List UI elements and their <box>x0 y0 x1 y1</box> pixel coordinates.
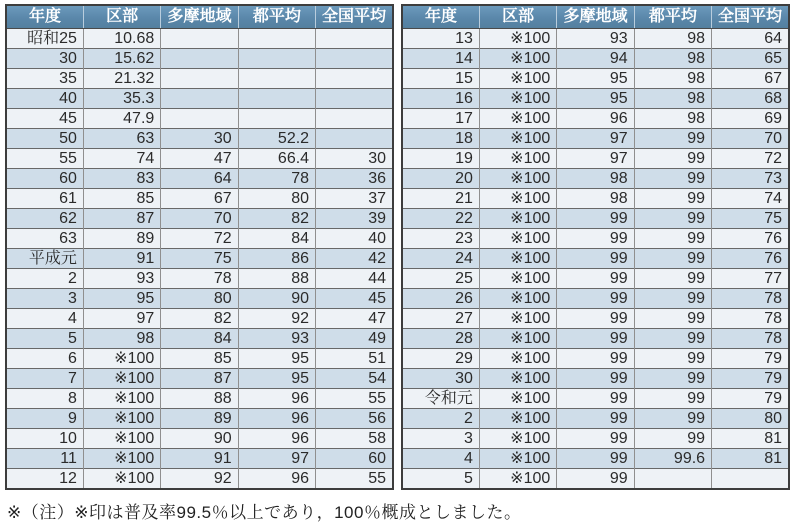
year-cell: 55 <box>6 149 83 169</box>
year-cell: 10 <box>6 429 83 449</box>
value-cell: 96 <box>557 109 634 129</box>
table-row <box>6 269 393 289</box>
value-cell: 96 <box>238 429 315 449</box>
year-cell: 令和元 <box>402 389 479 409</box>
value-cell: 81 <box>712 449 789 469</box>
value-cell: 76 <box>712 229 789 249</box>
value-cell: 51 <box>316 349 393 369</box>
table-row <box>6 449 393 469</box>
value-cell: 99 <box>634 289 711 309</box>
value-cell: 64 <box>161 169 238 189</box>
value-cell: 99 <box>634 249 711 269</box>
value-cell: 65 <box>712 49 789 69</box>
value-cell: ※100 <box>479 309 556 329</box>
table-row <box>402 329 789 349</box>
value-cell: 42 <box>316 249 393 269</box>
year-cell: 30 <box>402 369 479 389</box>
value-cell: ※100 <box>479 369 556 389</box>
value-cell: ※100 <box>479 269 556 289</box>
value-cell: 79 <box>712 369 789 389</box>
value-cell: 99 <box>557 449 634 469</box>
value-cell: 82 <box>161 309 238 329</box>
table-row <box>402 109 789 129</box>
value-cell: 99 <box>557 329 634 349</box>
value-cell: ※100 <box>479 229 556 249</box>
value-cell: 75 <box>161 249 238 269</box>
year-cell: 3 <box>402 429 479 449</box>
year-cell: 35 <box>6 69 83 89</box>
table-row <box>6 409 393 429</box>
year-cell: 26 <box>402 289 479 309</box>
value-cell: 99 <box>557 349 634 369</box>
table-row <box>402 169 789 189</box>
value-cell: 30 <box>316 149 393 169</box>
value-cell: 99 <box>634 209 711 229</box>
year-cell: 14 <box>402 49 479 69</box>
table-row <box>6 29 393 49</box>
value-cell: 82 <box>238 209 315 229</box>
value-cell: 60 <box>316 449 393 469</box>
value-cell: 99 <box>557 289 634 309</box>
value-cell: ※100 <box>479 49 556 69</box>
value-cell: 80 <box>238 189 315 209</box>
value-cell: 99 <box>557 269 634 289</box>
value-cell: 78 <box>161 269 238 289</box>
year-cell: 28 <box>402 329 479 349</box>
value-cell <box>238 89 315 109</box>
value-cell: 72 <box>161 229 238 249</box>
year-cell: 21 <box>402 189 479 209</box>
value-cell: 99 <box>634 169 711 189</box>
table-row <box>402 49 789 69</box>
value-cell: 92 <box>161 469 238 490</box>
table-row <box>6 149 393 169</box>
value-cell: ※100 <box>479 349 556 369</box>
year-cell: 5 <box>6 329 83 349</box>
value-cell: 99 <box>634 189 711 209</box>
year-cell: 18 <box>402 129 479 149</box>
value-cell: 95 <box>557 89 634 109</box>
value-cell: 73 <box>712 169 789 189</box>
value-cell <box>161 89 238 109</box>
value-cell: ※100 <box>479 89 556 109</box>
value-cell <box>316 49 393 69</box>
value-cell: ※100 <box>83 449 160 469</box>
header-row <box>6 5 393 29</box>
value-cell: 90 <box>161 429 238 449</box>
value-cell: 89 <box>161 409 238 429</box>
value-cell: 99 <box>557 249 634 269</box>
table-row <box>6 389 393 409</box>
table-row <box>402 129 789 149</box>
value-cell: 81 <box>712 429 789 449</box>
value-cell <box>316 129 393 149</box>
table-row <box>6 469 393 490</box>
value-cell: 10.68 <box>83 29 160 49</box>
value-cell: 47.9 <box>83 109 160 129</box>
value-cell <box>316 29 393 49</box>
year-cell: 22 <box>402 209 479 229</box>
year-cell: 17 <box>402 109 479 129</box>
table-row <box>6 349 393 369</box>
value-cell: 83 <box>83 169 160 189</box>
value-cell: ※100 <box>83 469 160 490</box>
value-cell: 94 <box>557 49 634 69</box>
value-cell: ※100 <box>83 429 160 449</box>
value-cell <box>712 469 789 490</box>
value-cell: 63 <box>83 129 160 149</box>
year-cell: 8 <box>6 389 83 409</box>
table-row <box>6 249 393 269</box>
value-cell: ※100 <box>479 209 556 229</box>
value-cell: 86 <box>238 249 315 269</box>
value-cell: 54 <box>316 369 393 389</box>
table-row <box>402 69 789 89</box>
value-cell: 88 <box>161 389 238 409</box>
value-cell: 99 <box>634 349 711 369</box>
value-cell: ※100 <box>479 469 556 490</box>
value-cell: 66.4 <box>238 149 315 169</box>
value-cell: 98 <box>634 49 711 69</box>
value-cell: 99 <box>557 429 634 449</box>
value-cell: 70 <box>712 129 789 149</box>
year-cell: 30 <box>6 49 83 69</box>
value-cell: 95 <box>238 369 315 389</box>
value-cell: 72 <box>712 149 789 169</box>
value-cell: 99 <box>634 269 711 289</box>
value-cell: 35.3 <box>83 89 160 109</box>
value-cell: 52.2 <box>238 129 315 149</box>
table-row <box>402 209 789 229</box>
value-cell: 78 <box>712 329 789 349</box>
year-cell: 2 <box>6 269 83 289</box>
year-cell: 7 <box>6 369 83 389</box>
value-cell: 99.6 <box>634 449 711 469</box>
year-cell: 3 <box>6 289 83 309</box>
header-row <box>402 5 789 29</box>
value-cell: 90 <box>238 289 315 309</box>
year-cell: 62 <box>6 209 83 229</box>
value-cell: 37 <box>316 189 393 209</box>
value-cell: ※100 <box>479 29 556 49</box>
table-row <box>6 369 393 389</box>
table-row <box>6 169 393 189</box>
value-cell: 70 <box>161 209 238 229</box>
table-row <box>402 189 789 209</box>
left-table-header <box>6 5 393 29</box>
value-cell <box>238 69 315 89</box>
value-cell: ※100 <box>479 109 556 129</box>
table-row <box>6 209 393 229</box>
value-cell: 97 <box>238 449 315 469</box>
year-cell: 4 <box>402 449 479 469</box>
value-cell: 84 <box>161 329 238 349</box>
year-cell: 9 <box>6 409 83 429</box>
value-cell: 78 <box>712 309 789 329</box>
footnote: ※（注）※印は普及率99.5％以上であり，100％概成としました。 <box>7 503 522 522</box>
value-cell: 78 <box>238 169 315 189</box>
value-cell: 74 <box>83 149 160 169</box>
year-cell: 12 <box>6 469 83 490</box>
column-header: 区部 <box>83 5 160 29</box>
year-cell: 27 <box>402 309 479 329</box>
value-cell: 21.32 <box>83 69 160 89</box>
column-header: 多摩地域 <box>161 5 238 29</box>
table-row <box>402 29 789 49</box>
value-cell: 45 <box>316 289 393 309</box>
year-cell: 61 <box>6 189 83 209</box>
value-cell: ※100 <box>479 409 556 429</box>
table-row <box>6 89 393 109</box>
value-cell: 88 <box>238 269 315 289</box>
table-row <box>6 109 393 129</box>
value-cell: 56 <box>316 409 393 429</box>
value-cell: ※100 <box>83 349 160 369</box>
table-row <box>6 329 393 349</box>
value-cell: 93 <box>557 29 634 49</box>
value-cell: ※100 <box>479 289 556 309</box>
table-row <box>6 49 393 69</box>
value-cell: 15.62 <box>83 49 160 69</box>
value-cell <box>161 109 238 129</box>
left-table <box>5 4 394 490</box>
table-row <box>402 149 789 169</box>
value-cell: 96 <box>238 389 315 409</box>
value-cell: 98 <box>634 109 711 129</box>
year-cell: 昭和25 <box>6 29 83 49</box>
value-cell: 84 <box>238 229 315 249</box>
year-cell: 60 <box>6 169 83 189</box>
value-cell: 95 <box>83 289 160 309</box>
value-cell: 98 <box>634 69 711 89</box>
value-cell: 76 <box>712 249 789 269</box>
value-cell: 75 <box>712 209 789 229</box>
value-cell: 85 <box>161 349 238 369</box>
year-cell: 19 <box>402 149 479 169</box>
year-cell: 4 <box>6 309 83 329</box>
value-cell: 69 <box>712 109 789 129</box>
value-cell <box>238 49 315 69</box>
table-row <box>6 429 393 449</box>
year-cell: 50 <box>6 129 83 149</box>
value-cell: 79 <box>712 349 789 369</box>
value-cell: ※100 <box>479 169 556 189</box>
table-row <box>6 129 393 149</box>
table-row <box>6 189 393 209</box>
column-header: 年度 <box>402 5 479 29</box>
value-cell: 99 <box>634 309 711 329</box>
table-row <box>402 269 789 289</box>
year-cell: 2 <box>402 409 479 429</box>
value-cell <box>238 29 315 49</box>
value-cell: 30 <box>161 129 238 149</box>
table-row <box>402 469 789 490</box>
value-cell: 55 <box>316 389 393 409</box>
value-cell: 91 <box>161 449 238 469</box>
table-row <box>402 369 789 389</box>
year-cell: 40 <box>6 89 83 109</box>
column-header: 全国平均 <box>712 5 789 29</box>
value-cell: 40 <box>316 229 393 249</box>
column-header: 年度 <box>6 5 83 29</box>
value-cell: 96 <box>238 409 315 429</box>
value-cell: 99 <box>634 129 711 149</box>
value-cell: 99 <box>634 329 711 349</box>
value-cell: 89 <box>83 229 160 249</box>
value-cell: 99 <box>557 469 634 490</box>
table-row <box>402 309 789 329</box>
column-header: 区部 <box>479 5 556 29</box>
value-cell: 99 <box>557 309 634 329</box>
value-cell <box>316 69 393 89</box>
value-cell: 80 <box>712 409 789 429</box>
value-cell: 98 <box>634 89 711 109</box>
table-row <box>402 249 789 269</box>
table-row <box>402 389 789 409</box>
value-cell: 74 <box>712 189 789 209</box>
value-cell: ※100 <box>83 389 160 409</box>
table-row <box>402 349 789 369</box>
value-cell: 67 <box>712 69 789 89</box>
year-cell: 5 <box>402 469 479 490</box>
value-cell: 98 <box>83 329 160 349</box>
value-cell: 55 <box>316 469 393 490</box>
value-cell <box>161 69 238 89</box>
year-cell: 63 <box>6 229 83 249</box>
column-header: 都平均 <box>238 5 315 29</box>
value-cell: ※100 <box>479 389 556 409</box>
value-cell: 64 <box>712 29 789 49</box>
value-cell <box>161 29 238 49</box>
year-cell: 45 <box>6 109 83 129</box>
value-cell: 99 <box>557 369 634 389</box>
value-cell: 98 <box>557 169 634 189</box>
column-header: 全国平均 <box>316 5 393 29</box>
value-cell: ※100 <box>479 429 556 449</box>
year-cell: 13 <box>402 29 479 49</box>
value-cell: ※100 <box>83 409 160 429</box>
value-cell: 95 <box>557 69 634 89</box>
year-cell: 15 <box>402 69 479 89</box>
value-cell: 99 <box>557 389 634 409</box>
value-cell: 87 <box>161 369 238 389</box>
value-cell: ※100 <box>479 249 556 269</box>
value-cell: 80 <box>161 289 238 309</box>
year-cell: 24 <box>402 249 479 269</box>
table-row <box>402 449 789 469</box>
left-table-body <box>6 29 393 490</box>
year-cell: 25 <box>402 269 479 289</box>
value-cell: 98 <box>634 29 711 49</box>
value-cell: ※100 <box>479 449 556 469</box>
value-cell: 98 <box>557 189 634 209</box>
value-cell: ※100 <box>83 369 160 389</box>
value-cell: 99 <box>634 409 711 429</box>
value-cell: 99 <box>557 209 634 229</box>
year-cell: 20 <box>402 169 479 189</box>
value-cell: 44 <box>316 269 393 289</box>
value-cell: 95 <box>238 349 315 369</box>
value-cell: 99 <box>634 149 711 169</box>
value-cell: 47 <box>161 149 238 169</box>
value-cell: 99 <box>634 429 711 449</box>
value-cell: 97 <box>557 129 634 149</box>
value-cell: 36 <box>316 169 393 189</box>
year-cell: 平成元 <box>6 249 83 269</box>
value-cell <box>634 469 711 490</box>
value-cell: ※100 <box>479 329 556 349</box>
table-row <box>402 409 789 429</box>
year-cell: 16 <box>402 89 479 109</box>
value-cell: 97 <box>83 309 160 329</box>
value-cell: 79 <box>712 389 789 409</box>
table-row <box>402 289 789 309</box>
tables-container <box>5 4 800 490</box>
value-cell: 39 <box>316 209 393 229</box>
table-row <box>6 229 393 249</box>
value-cell: 91 <box>83 249 160 269</box>
value-cell: 78 <box>712 289 789 309</box>
value-cell: ※100 <box>479 129 556 149</box>
right-table-body <box>402 29 789 490</box>
value-cell: 97 <box>557 149 634 169</box>
value-cell: 58 <box>316 429 393 449</box>
value-cell: 99 <box>634 229 711 249</box>
value-cell: 67 <box>161 189 238 209</box>
value-cell: 92 <box>238 309 315 329</box>
year-cell: 11 <box>6 449 83 469</box>
value-cell <box>316 89 393 109</box>
value-cell: 77 <box>712 269 789 289</box>
value-cell <box>238 109 315 129</box>
right-table <box>401 4 790 490</box>
right-table-header <box>402 5 789 29</box>
table-row <box>402 229 789 249</box>
table-row <box>6 289 393 309</box>
value-cell: ※100 <box>479 69 556 89</box>
table-row <box>402 89 789 109</box>
value-cell: 99 <box>557 229 634 249</box>
column-header: 多摩地域 <box>557 5 634 29</box>
value-cell: 68 <box>712 89 789 109</box>
table-row <box>402 429 789 449</box>
value-cell: ※100 <box>479 149 556 169</box>
column-header: 都平均 <box>634 5 711 29</box>
value-cell: 99 <box>557 409 634 429</box>
year-cell: 6 <box>6 349 83 369</box>
table-row <box>6 309 393 329</box>
table-row <box>6 69 393 89</box>
value-cell <box>316 109 393 129</box>
value-cell: 85 <box>83 189 160 209</box>
value-cell: 96 <box>238 469 315 490</box>
year-cell: 23 <box>402 229 479 249</box>
value-cell <box>161 49 238 69</box>
value-cell: 99 <box>634 369 711 389</box>
value-cell: 87 <box>83 209 160 229</box>
value-cell: 93 <box>238 329 315 349</box>
value-cell: 49 <box>316 329 393 349</box>
value-cell: 47 <box>316 309 393 329</box>
year-cell: 29 <box>402 349 479 369</box>
value-cell: 93 <box>83 269 160 289</box>
value-cell: ※100 <box>479 189 556 209</box>
value-cell: 99 <box>634 389 711 409</box>
